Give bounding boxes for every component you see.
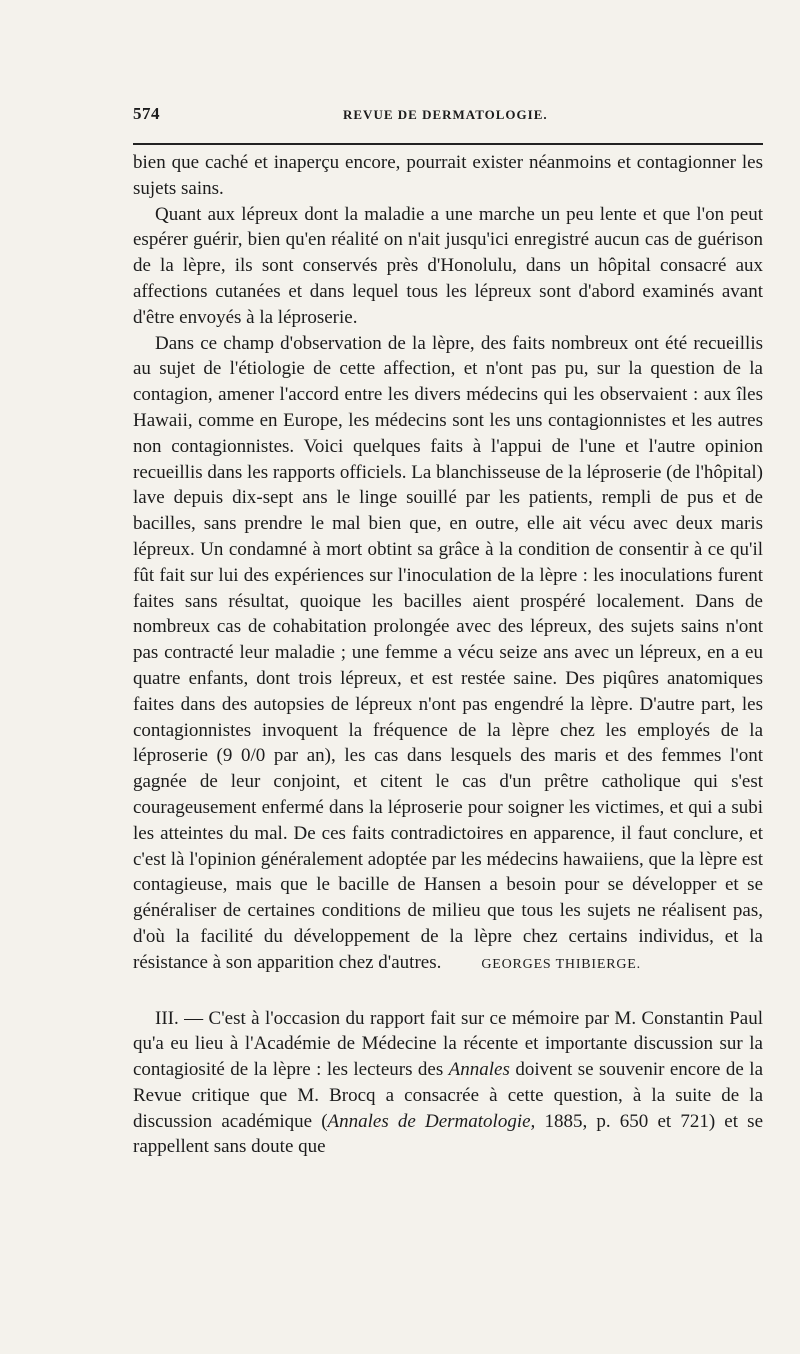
paragraph-observation xyxy=(133,331,763,978)
body-text xyxy=(133,150,763,1160)
author-signature: GEORGES THIBIERGE. xyxy=(481,956,641,972)
paragraph-observation-text: Dans ce champ d'observation de la lèpre, des faits nombreux ont été recueillis au sujet de l'étiologie de cette affection, et n'ont pas pu, sur la question de la contagion, amener l'accord entre les divers médecins qui les observaient : aux îles Hawaii, comme en Europe, les médecins sont les uns contagionnistes et les autres non contagionnistes. Voici quelques faits à l'appui de l'une et l'autre opinion recueillis dans les rapports officiels. La blanchisseuse de la léproserie (de l'hôpital) lave depuis dix-sept ans le linge souillé par les patients, rempli de pus et de bacilles, sans prendre le mal bien que, en outre, elle ait vécu avec deux maris lépreux. Un condamné à mort obtint sa grâce à la condition de consentir à ce qu'il fût fait sur lui des expériences sur l'inoculation de la lèpre : les inoculations furent faites sans résultat, quoique les bacilles aient prospéré localement. Dans de nombreux cas de cohabitation prolongée avec des lépreux, des sujets sains n'ont pas contracté leur maladie ; une femme a vécu seize ans avec un lépreux, en a eu quatre enfants, dont trois lépreux, et est restée saine. Des piqûres anatomiques faites dans des autopsies de lépreux n'ont pas engendré la lèpre. D'autre part, les contagionnistes invoquent la fréquence de la lèpre chez les employés de la léproserie (9 0/0 par an), les cas dans lesquels des maris et des femmes l'ont gagnée de leur conjoint, et citent le cas d'un prêtre catholique qui s'est courageusement enfermé dans la léproserie pour soigner les victimes, et qui a subi les atteintes du mal. De ces faits contradictoires en apparence, il faut conclure, et c'est là l'opinion généralement adoptée par les médecins hawaiiens, que la lèpre est contagieuse, mais que le bacille de Hansen a besoin pour se développer et se généraliser de certaines conditions de milieu que tous les sujets ne réalisent pas, d'où la facilité du développement de la lèpre chez certains individus, et la résistance à son apparition chez d'autres. xyxy=(133,332,763,973)
paragraph-section-iii xyxy=(133,1006,763,1161)
header-rule xyxy=(133,143,763,145)
section-iii-text-c: 1885, p. 650 et 721) et se rappellent sans doute que xyxy=(133,1110,764,1158)
section-iii-italic-journal: Annales de Dermatologie, xyxy=(327,1110,536,1132)
section-iii-italic-annales: Annales xyxy=(448,1059,510,1081)
paragraph-continuation: bien que caché et inaperçu encore, pourrait exister néanmoins et contagionner les sujets sains. xyxy=(133,152,763,199)
page-number: 574 xyxy=(133,104,160,123)
running-title: REVUE DE DERMATOLOGIE. xyxy=(343,107,548,122)
page-header xyxy=(133,104,763,134)
section-iii-text-b: doivent se souvenir encore de la Revue critique que M. Brocq a consacrée à cette question, à la suite de la discussion académique ( xyxy=(133,1059,763,1132)
section-gap xyxy=(133,978,763,1006)
paragraph-lepreux: Quant aux lépreux dont la maladie a une marche un peu lente et que l'on peut espérer guérir, bien qu'en réalité on n'ait jusqu'ici enregistré aucun cas de guérison de la lèpre, ils sont conservés près d'Honolulu, dans un hôpital consacré aux affections cutanées et dans lequel tous les lépreux sont d'abord examinés avant d'être envoyés à la léproserie. xyxy=(133,203,763,328)
section-iii-text-a: III. — C'est à l'occasion du rapport fait sur ce mémoire par M. Constantin Paul qu'a eu lieu à l'Académie de Médecine la récente et importante discussion sur la contagiosité de la lèpre : les lecteurs des xyxy=(133,1007,763,1081)
